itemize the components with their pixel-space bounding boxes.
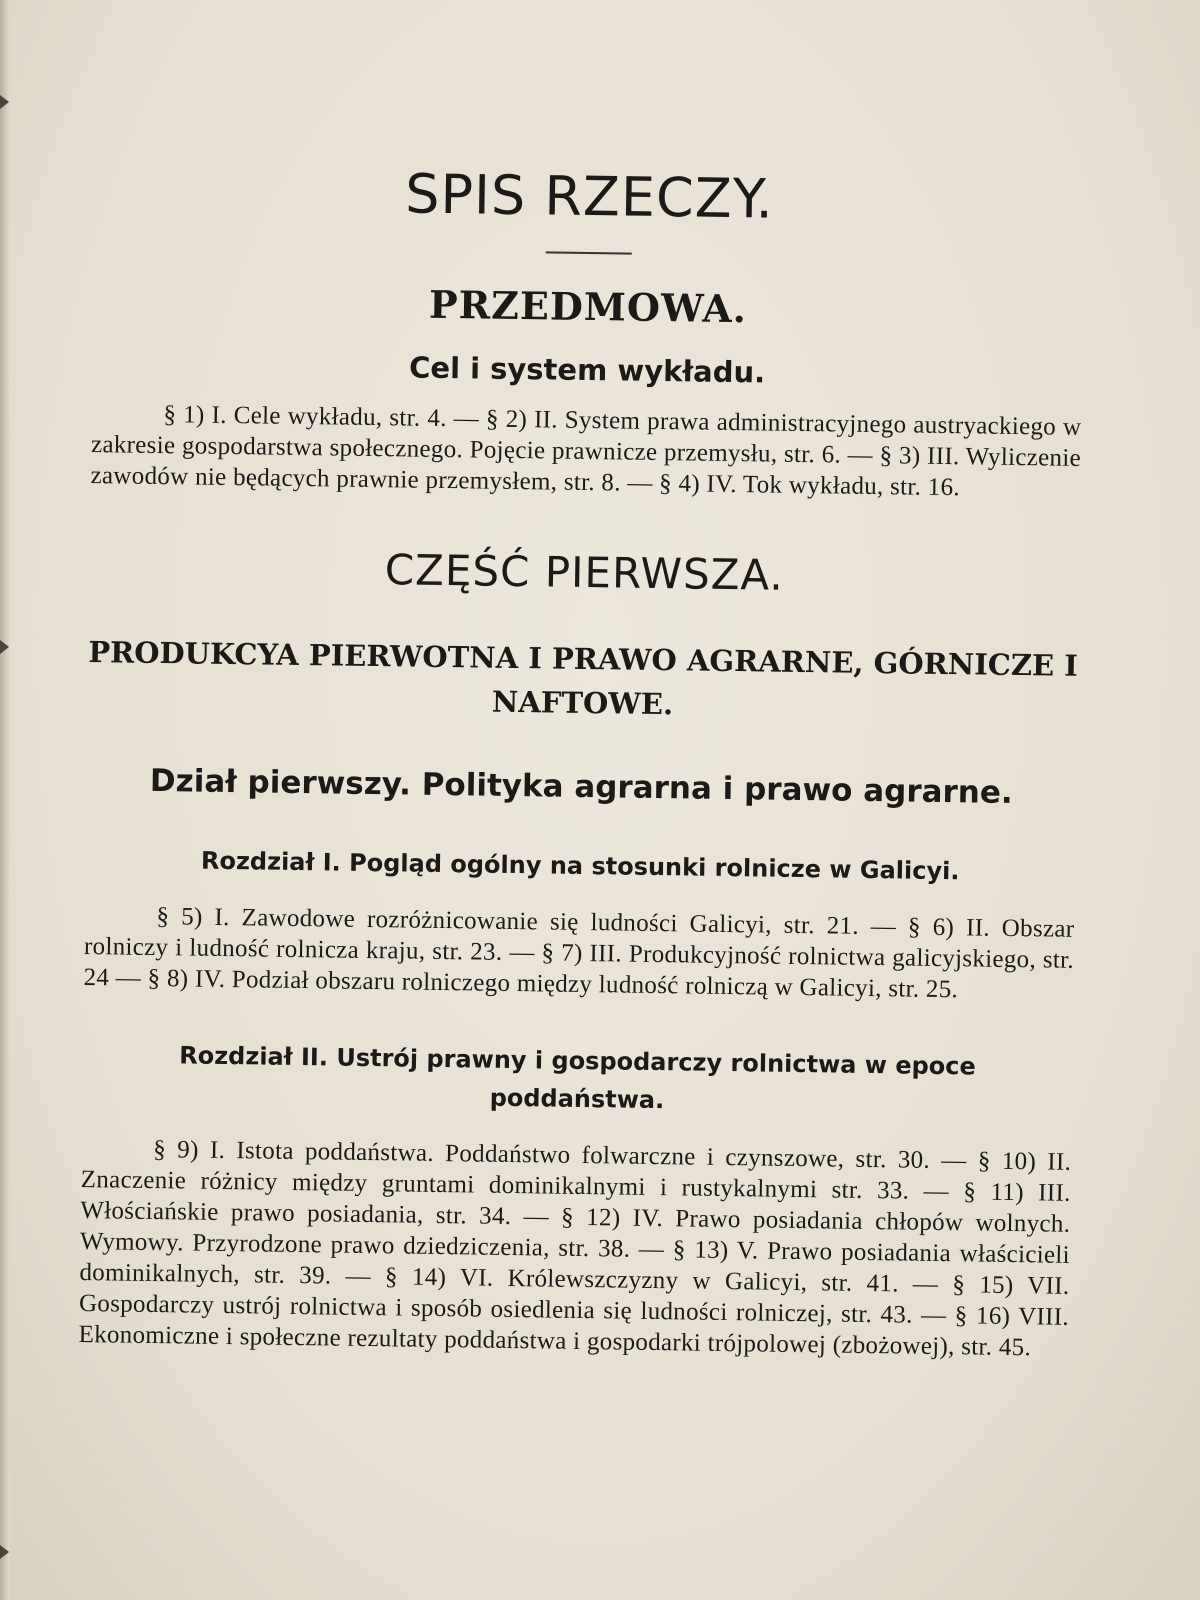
preface-heading: PRZEDMOWA. [428,281,748,332]
chapter-2-text: § 9) I. Istota poddaństwa. Poddaństwo folwarczne i czynszowe, str. 30. — § 10) II. Znaczenie różnicy między gruntami dominikalnymi i rustykalnymi str. 33. — § 11) III. Włościańskie prawo posiadania, str. 34. — § 12) IV. Prawo posiadania chłopów wolnych. Wymowy. Przyrodzone prawo dziedziczenia, str. 38. — § 13) V. Prawo posiadania właścicieli dominikalnych, str. 39. — § 14) VI. Królewszczyzny w Galicyi, str. 41. — § 15) VII. Gospodarczy ustrój rolnictwa i sposób osiedlenia się ludności rolniczej, str. 43. — § 16) VIII. Ekonomiczne i społeczne rezultaty poddaństwa i gospodarki trójpolowej (zbożowej), str. 45. [78,1135,1072,1362]
title-rule [546,251,632,254]
chapter-1-heading: Rozdział I. Pogląd ogólny na stosunki rolnicze w Galicyi. [200,846,960,886]
part-subheading: PRODUKCYA PIERWOTNA I PRAWO AGRARNE, GÓRNICZE I NAFTOWE. [88,634,1079,722]
margin-mark [0,640,9,654]
preface-text: § 1) I. Cele wykładu, str. 4. — § 2) II. System prawa administracyjnego austryackiego w zakresie gospodarstwa społecznego. Pojęcie prawnicze przemysłu, str. 6. — § 3) III. Wyliczenie zawodów nie będących prawnie przemysłem, str. 8. — § 4) IV. Tok wykładu, str. 16. [90,400,1082,501]
book-spine [0,0,10,1600]
margin-mark [0,1545,9,1559]
chapter-2-heading: Rozdział II. Ustrój prawny i gospodarczy rolnictwa w epoce poddaństwa. [179,1041,976,1114]
preface-subheading: Cel i system wykładu. [408,350,766,390]
part-heading: CZĘŚĆ PIERWSZA. [384,544,785,600]
chapter-1-text: § 5) I. Zawodowe rozróżnicowanie się ludności Galicyi, str. 21. — § 6) II. Obszar rolniczy i ludność rolnicza kraju, str. 23. — § 7) III. Produkcyjność rolnictwa galicyjskiego, str. 24 — § 8) IV. Podział obszaru rolniczego między ludność rolniczą w Galicyi, str. 25. [83,902,1075,1004]
margin-mark [0,95,9,109]
page-title: SPIS RZECZY. [404,162,775,231]
division-heading: Dział pierwszy. Polityka agrarna i prawo agrarne. [149,762,1013,811]
table-of-contents [78,158,1085,1364]
